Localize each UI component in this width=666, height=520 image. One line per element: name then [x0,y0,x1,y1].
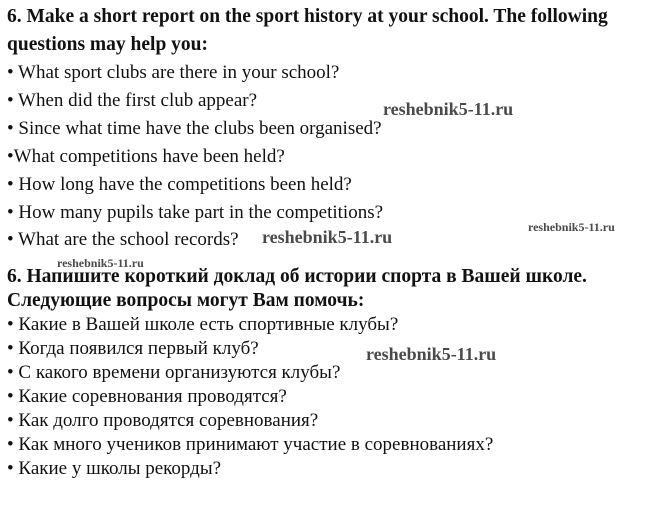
ru-question-item: • Какие соревнования проводятся? [7,386,287,407]
watermark: reshebnik5-11.ru [528,220,615,234]
ru-question-item: • Какие у школы рекорды? [7,458,222,479]
ru-question-item: • Как много учеников принимают участие в соревнованиях? [7,434,494,455]
watermark: reshebnik5-11.ru [262,227,393,247]
watermark: reshebnik5-11.ru [57,256,144,270]
en-question-item: • What sport clubs are there in your school? [7,62,340,83]
en-question-item: • What are the school records? [7,229,239,250]
en-question-item: • Since what time have the clubs been organised? [7,118,382,139]
en-question-item: • When did the first club appear? [7,90,258,111]
en-heading-line1: 6. Make a short report on the sport history at your school. The following [7,6,608,27]
watermark: reshebnik5-11.ru [383,99,514,119]
en-heading-line2: questions may help you: [7,34,208,55]
ru-heading-line2: Следующие вопросы могут Вам помочь: [7,290,365,311]
en-question-item: •What competitions have been held? [7,146,285,167]
ru-question-item: • С какого времени организуются клубы? [7,362,341,383]
en-question-item: • How long have the competitions been held? [7,174,352,195]
en-question-item: • How many pupils take part in the competitions? [7,202,384,223]
ru-heading-line1: 6. Напишите короткий доклад об истории спорта в Вашей школе. [7,266,587,287]
watermark: reshebnik5-11.ru [366,344,497,364]
ru-question-item: • Какие в Вашей школе есть спортивные клубы? [7,314,399,335]
ru-question-item: • Когда появился первый клуб? [7,338,259,359]
ru-question-item: • Как долго проводятся соревнования? [7,410,319,431]
